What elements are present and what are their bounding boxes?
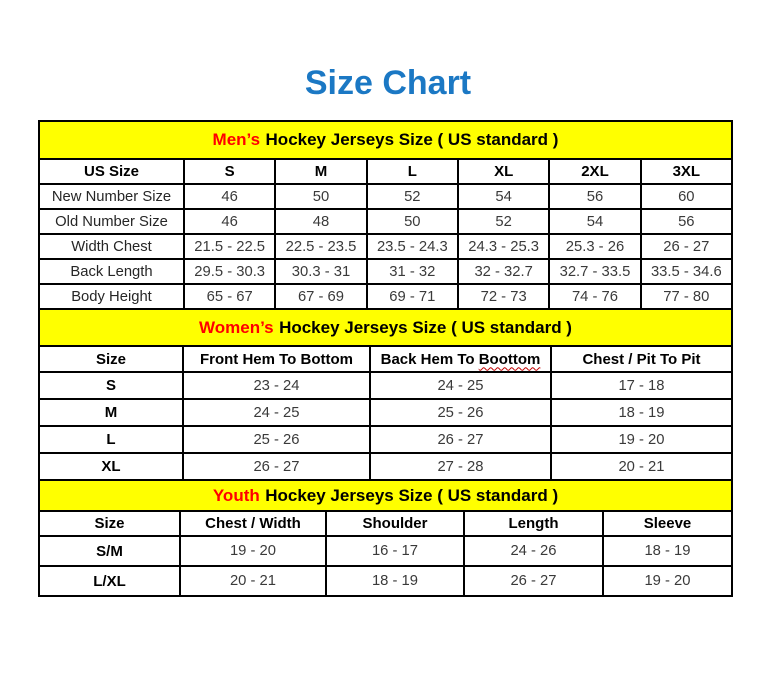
size-value: 18 - 19 — [603, 536, 732, 566]
size-value: 26 - 27 — [370, 426, 551, 453]
size-value: 77 - 80 — [641, 284, 732, 309]
womens-band-text: Hockey Jerseys Size ( US standard ) — [279, 317, 572, 337]
table-row — [39, 399, 732, 426]
size-value: 24 - 26 — [464, 536, 603, 566]
mens-size-table — [38, 120, 733, 310]
page-title: Size Chart — [304, 64, 472, 102]
size-value: 26 - 27 — [641, 234, 732, 259]
womens-size-table — [38, 308, 733, 481]
womens-header-row — [39, 346, 732, 372]
column-header: Length — [464, 511, 603, 536]
size-value: 24 - 25 — [183, 399, 370, 426]
size-value: 31 - 32 — [367, 259, 458, 284]
youth-band-highlight: Youth — [212, 485, 260, 505]
size-value: 19 - 20 — [180, 536, 326, 566]
womens-band-cell — [39, 309, 732, 346]
size-value: 20 - 21 — [180, 566, 326, 596]
size-value: 54 — [458, 184, 549, 209]
column-header: Size — [39, 346, 183, 372]
womens-band-highlight: Women’s — [199, 317, 274, 337]
table-row — [39, 234, 732, 259]
mens-band-highlight: Men’s — [212, 130, 261, 149]
size-value: 21.5 - 22.5 — [184, 234, 275, 259]
size-value: 32.7 - 33.5 — [549, 259, 640, 284]
row-label: L/XL — [39, 566, 180, 596]
row-label: Body Height — [39, 284, 184, 309]
row-label: Width Chest — [39, 234, 184, 259]
column-header: L — [367, 159, 458, 184]
column-header: 3XL — [641, 159, 732, 184]
size-value: 54 — [549, 209, 640, 234]
row-label: Back Length — [39, 259, 184, 284]
size-value: 16 - 17 — [326, 536, 464, 566]
size-value: 25.3 - 26 — [549, 234, 640, 259]
size-value: 25 - 26 — [183, 426, 370, 453]
size-value: 17 - 18 — [551, 372, 732, 399]
column-header: Chest / Pit To Pit — [551, 346, 732, 372]
size-value: 18 - 19 — [326, 566, 464, 596]
table-row — [39, 284, 732, 309]
size-value: 48 — [275, 209, 366, 234]
size-value: 60 — [641, 184, 732, 209]
column-header: US Size — [39, 159, 184, 184]
table-row — [39, 209, 732, 234]
size-value: 24 - 25 — [370, 372, 551, 399]
size-value: 23 - 24 — [183, 372, 370, 399]
row-label: L — [39, 426, 183, 453]
size-value: 19 - 20 — [551, 426, 732, 453]
size-value: 26 - 27 — [464, 566, 603, 596]
table-row — [39, 372, 732, 399]
column-header: Front Hem To Bottom — [183, 346, 370, 372]
table-row — [39, 453, 732, 480]
row-label: S — [39, 372, 183, 399]
table-row — [39, 536, 732, 566]
youth-band-text: Hockey Jerseys Size ( US standard ) — [265, 485, 559, 505]
table-row — [39, 566, 732, 596]
size-value: 72 - 73 — [458, 284, 549, 309]
size-value: 23.5 - 24.3 — [367, 234, 458, 259]
size-value: 50 — [367, 209, 458, 234]
column-header: M — [275, 159, 366, 184]
column-header: 2XL — [549, 159, 640, 184]
size-value: 52 — [367, 184, 458, 209]
row-label: Old Number Size — [39, 209, 184, 234]
column-header: XL — [458, 159, 549, 184]
womens-band-row — [39, 309, 732, 346]
size-value: 20 - 21 — [551, 453, 732, 480]
row-label: M — [39, 399, 183, 426]
youth-size-table — [38, 479, 733, 597]
column-header: Sleeve — [603, 511, 732, 536]
size-value: 24.3 - 25.3 — [458, 234, 549, 259]
size-value: 46 — [184, 209, 275, 234]
size-value: 50 — [275, 184, 366, 209]
column-header: Shoulder — [326, 511, 464, 536]
size-value: 69 - 71 — [367, 284, 458, 309]
row-label: XL — [39, 453, 183, 480]
size-value: 25 - 26 — [370, 399, 551, 426]
size-value: 46 — [184, 184, 275, 209]
table-row — [39, 259, 732, 284]
size-value: 33.5 - 34.6 — [641, 259, 732, 284]
column-header: Size — [39, 511, 180, 536]
mens-band-text: Hockey Jerseys Size ( US standard ) — [265, 130, 559, 149]
table-row — [39, 426, 732, 453]
youth-header-row — [39, 511, 732, 536]
row-label: New Number Size — [39, 184, 184, 209]
row-label: S/M — [39, 536, 180, 566]
misspelled-word: Boottom — [478, 350, 541, 368]
mens-header-row — [39, 159, 732, 184]
size-tables-container — [38, 120, 733, 597]
column-header: Chest / Width — [180, 511, 326, 536]
column-header: S — [184, 159, 275, 184]
size-value: 19 - 20 — [603, 566, 732, 596]
size-value: 67 - 69 — [275, 284, 366, 309]
mens-band-row — [39, 121, 732, 159]
size-value: 74 - 76 — [549, 284, 640, 309]
column-header-text: Back Hem To — [380, 350, 479, 368]
table-row — [39, 184, 732, 209]
size-value: 56 — [641, 209, 732, 234]
size-value: 22.5 - 23.5 — [275, 234, 366, 259]
size-value: 18 - 19 — [551, 399, 732, 426]
size-value: 52 — [458, 209, 549, 234]
youth-band-cell — [39, 480, 732, 511]
mens-band-cell — [39, 121, 732, 159]
size-value: 26 - 27 — [183, 453, 370, 480]
size-value: 32 - 32.7 — [458, 259, 549, 284]
column-header — [370, 346, 551, 372]
size-value: 29.5 - 30.3 — [184, 259, 275, 284]
size-value: 30.3 - 31 — [275, 259, 366, 284]
size-value: 27 - 28 — [370, 453, 551, 480]
size-value: 65 - 67 — [184, 284, 275, 309]
size-value: 56 — [549, 184, 640, 209]
youth-band-row — [39, 480, 732, 511]
